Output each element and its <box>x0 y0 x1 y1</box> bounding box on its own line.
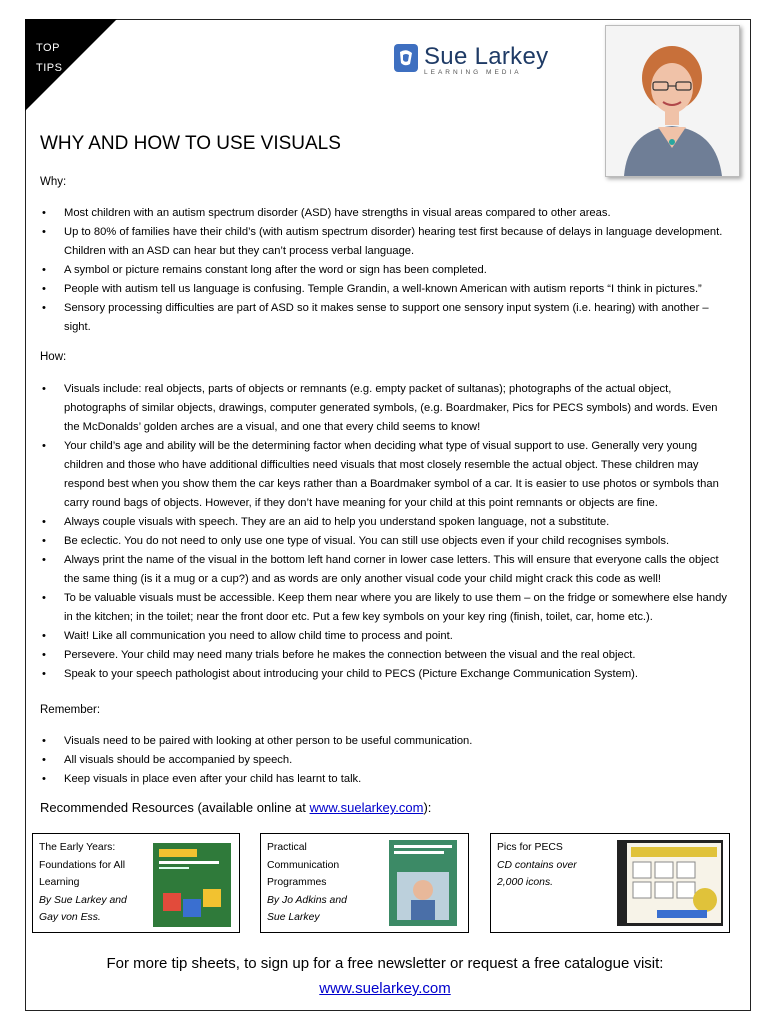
brand-logo <box>393 43 548 76</box>
list-item: • A symbol or picture remains constant long after the word or sign has been completed. <box>40 261 736 280</box>
resource-title: Practical <box>267 842 307 853</box>
book-cover-image <box>153 843 231 934</box>
resources-link[interactable]: www.suelarkey.com <box>309 800 424 815</box>
corner-top: TOP <box>36 42 60 54</box>
resources-heading <box>40 800 431 815</box>
resource-box-early-years[interactable] <box>32 833 240 933</box>
resource-title: Communication <box>267 859 340 871</box>
list-item: • Persevere. Your child may need many trials before he makes the connection between the visual and the real object. <box>40 646 736 665</box>
resource-title: The Early Years: <box>39 842 116 853</box>
resource-author: By Sue Larkey and <box>39 894 127 906</box>
resource-title: Programmes <box>267 877 327 888</box>
list-item: • Your child’s age and ability will be the determining factor when deciding what type of visual support to use. Generally very young children and those who have additional difficulties need visuals that most closely resemble the actual object. These children may respond best when you show them the car keys rather than a Boardmaker symbol of a car. It is easier to use photos or symbols than carry round bags of objects. However, if they don’t have meaning for your child at this point remnants or objects are fine. <box>40 437 736 513</box>
list-item: • All visuals should be accompanied by speech. <box>40 751 736 770</box>
cd-case-image <box>617 840 723 933</box>
resource-title: Pics for PECS <box>497 842 563 853</box>
resource-box-pics-for-pecs[interactable] <box>490 833 730 933</box>
list-item: • Visuals need to be paired with looking at other person to be useful communication. <box>40 732 736 751</box>
book-cover-image <box>389 840 457 933</box>
resource-author: Gay von Ess. <box>39 912 101 923</box>
footer-link[interactable]: www.suelarkey.com <box>319 980 451 997</box>
list-item: • Sensory processing difficulties are part of ASD so it makes sense to support one sensory input system (i.e. hearing) with another – sight. <box>40 299 736 337</box>
footer-link-row <box>0 980 770 997</box>
how-list <box>40 380 736 684</box>
resource-author: Sue Larkey <box>267 912 320 923</box>
why-heading: Why: <box>40 176 67 188</box>
footer-text: For more tip sheets, to sign up for a free newsletter or request a free catalogue visit: <box>106 955 664 972</box>
logo-mark-icon <box>393 43 419 73</box>
remember-heading: Remember: <box>40 704 101 716</box>
logo-name: Sue Larkey <box>424 43 549 70</box>
list-item: • Always print the name of the visual in the bottom left hand corner in lower case letters. This will ensure that everyone calls the object the same thing (is it a mug or a cup?) and as words are only another visual code your child might crack this code as well! <box>40 551 736 589</box>
list-item: • Up to 80% of families have their child’s (with autism spectrum disorder) hearing test first because of delays in language development. Children with an ASD can hear but they can’t process verbal language. <box>40 223 736 261</box>
resource-author: CD contains over <box>497 859 577 871</box>
resource-box-practical[interactable] <box>260 833 469 933</box>
page-title: WHY AND HOW TO USE VISUALS <box>40 133 341 154</box>
list-item: • Keep visuals in place even after your child has learnt to talk. <box>40 770 736 789</box>
list-item: • Visuals include: real objects, parts of objects or remnants (e.g. empty packet of sultanas); photographs of the actual object, photographs of similar objects, drawings, computer generated symbols, (e.g. Boardmaker, Pics for PECS symbols) and words. Even the McDonalds’ golden arches are a visual, and one that every child seems to know! <box>40 380 736 437</box>
resource-title: Foundations for All <box>39 859 126 871</box>
list-item: • To be valuable visuals must be accessible. Keep them near where you are likely to use them – on the fridge or somewhere else handy in the kitchen; in the toilet; near the front door etc. Put a few key symbols on your key ring (finish, toilet, car, home etc.). <box>40 589 736 627</box>
resource-author: 2,000 icons. <box>497 877 554 888</box>
list-item: • Always couple visuals with speech. They are an aid to help you understand spoken language, not a substitute. <box>40 513 736 532</box>
resource-title: Learning <box>39 877 80 888</box>
author-photo <box>605 25 740 177</box>
list-item: • Most children with an autism spectrum disorder (ASD) have strengths in visual areas compared to other areas. <box>40 204 736 223</box>
list-item: • People with autism tell us language is confusing. Temple Grandin, a well-known American with autism reports “I think in pictures.” <box>40 280 736 299</box>
how-heading: How: <box>40 351 67 363</box>
remember-list <box>40 732 736 789</box>
resource-author: By Jo Adkins and <box>267 894 347 906</box>
list-item: • Speak to your speech pathologist about introducing your child to PECS (Picture Exchange Communication System). <box>40 665 736 684</box>
corner-tips: TIPS <box>36 62 63 74</box>
logo-subtitle: LEARNING MEDIA <box>424 69 522 76</box>
resources-prefix: Recommended Resources (available online at <box>40 800 310 815</box>
list-item: • Wait! Like all communication you need to allow child time to process and point. <box>40 627 736 646</box>
resources-suffix: ): <box>423 800 432 815</box>
corner-label <box>36 38 62 78</box>
list-item: • Be eclectic. You do not need to only use one type of visual. You can still use objects even if your child recognises symbols. <box>40 532 736 551</box>
why-list <box>40 204 736 337</box>
